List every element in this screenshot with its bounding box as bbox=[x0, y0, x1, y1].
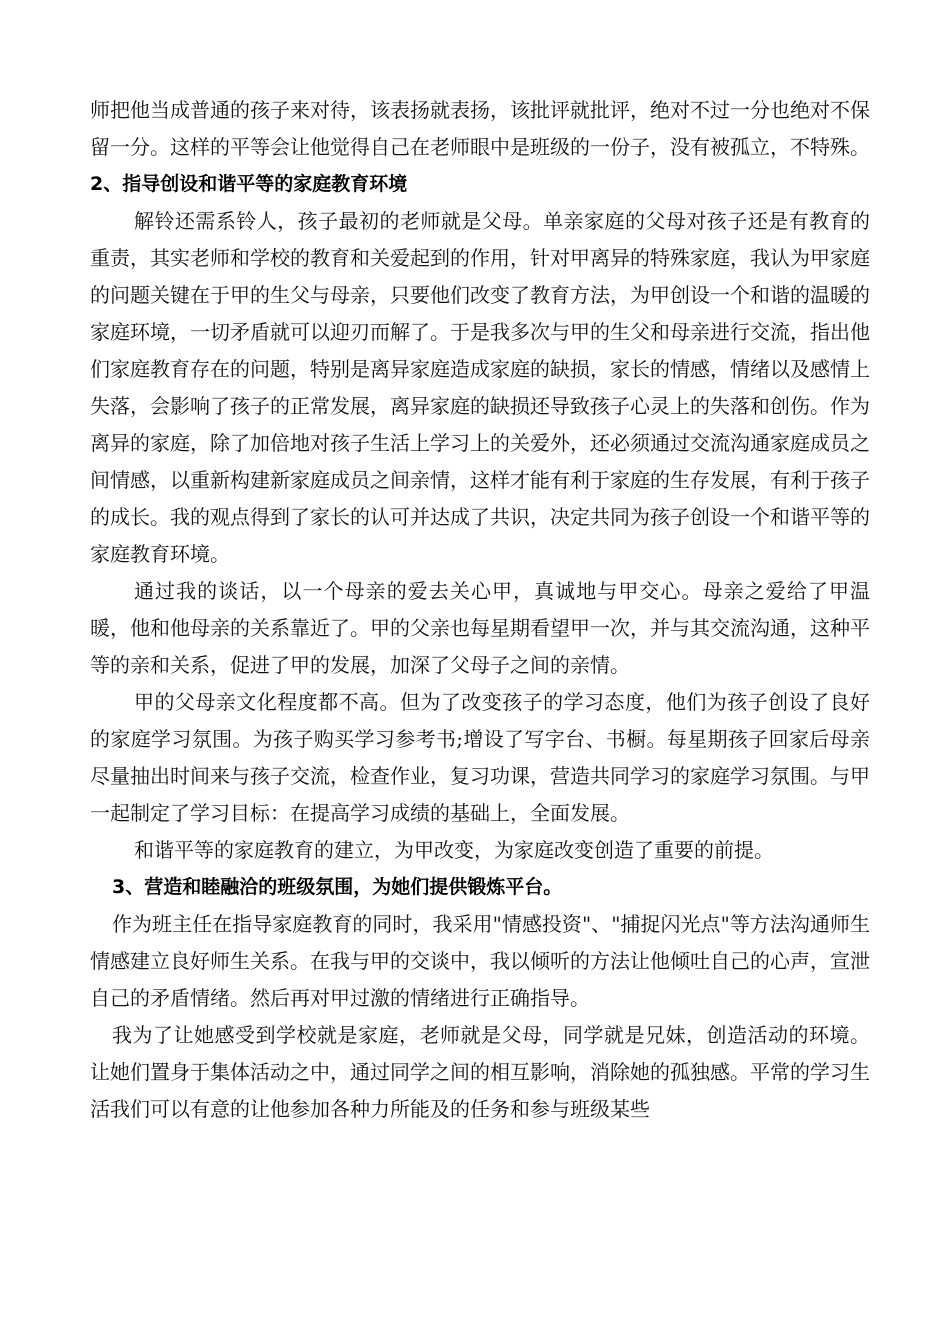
paragraph-learning-atmosphere: 甲的父母亲文化程度都不高。但为了改变孩子的学习态度，他们为孩子创设了良好的家庭学习氛围。为孩子购买学习参考书;增设了写字台、书橱。每星期孩子回家后母亲尽量抽出时间来与孩子交流，检查作业，复习功课，营造共同学习的家庭学习氛围。与甲一起制定了学习目标：在提高学习成绩的基础上，全面发展。 bbox=[90, 690, 870, 825]
paragraph-premise: 和谐平等的家庭教育的建立，为甲改变，为家庭改变创造了重要的前提。 bbox=[134, 838, 774, 862]
document-page bbox=[90, 92, 870, 1128]
section-heading-2: 2、指导创设和谐平等的家庭教育环境 bbox=[90, 173, 408, 195]
paragraph-class-activities: 我为了让她感受到学校就是家庭，老师就是父母，同学就是兄妹，创造活动的环境。让她们置身于集体活动之中，通过同学之间的相互影响，消除她的孤独感。平常的学习生活我们可以有意的让他参加各种力所能及的任务和参与班级某些 bbox=[90, 1023, 870, 1121]
paragraph-teacher-role: 作为班主任在指导家庭教育的同时，我采用"情感投资"、"捕捉闪光点"等方法沟通师生情感建立良好师生关系。在我与甲的交谈中，我以倾听的方法让他倾吐自己的心声，宣泄自己的矛盾情绪。然后再对甲过激的情绪进行正确指导。 bbox=[90, 912, 870, 1010]
paragraph-continuation: 师把他当成普通的孩子来对待，该表扬就表扬，该批评就批评，绝对不过一分也绝对不保留一分。这样的平等会让他觉得自己在老师眼中是班级的一份子，没有被孤立，不特殊。 bbox=[90, 98, 870, 159]
paragraph-talk-with-mother: 通过我的谈话，以一个母亲的爱去关心甲，真诚地与甲交心。母亲之爱给了甲温暖，他和他母亲的关系靠近了。甲的父亲也每星期看望甲一次，并与其交流沟通，这种平等的亲和关系，促进了甲的发展，加深了父母子之间的亲情。 bbox=[90, 579, 870, 677]
section-heading-3: 3、营造和睦融洽的班级氛围，为她们提供锻炼平台。 bbox=[112, 876, 563, 898]
paragraph-family-guidance: 解铃还需系铃人，孩子最初的老师就是父母。单亲家庭的父母对孩子还是有教育的重责，其实老师和学校的教育和关爱起到的作用，针对甲离异的特殊家庭，我认为甲家庭的问题关键在于甲的生父与母亲，只要他们改变了教育方法，为甲创设一个和谐的温暖的家庭环境，一切矛盾就可以迎刃而解了。于是我多次与甲的生父和母亲进行交流，指出他们家庭教育存在的问题，特别是离异家庭造成家庭的缺损，家长的情感，情绪以及感情上失落，会影响了孩子的正常发展，离异家庭的缺损还导致孩子心灵上的失落和创伤。作为离异的家庭，除了加倍地对孩子生活上学习上的关爱外，还必须通过交流沟通家庭成员之间情感，以重新构建新家庭成员之间亲情，这样才能有利于家庭的生存发展，有利于孩子的成长。我的观点得到了家长的认可并达成了共识，决定共同为孩子创设一个和谐平等的家庭教育环境。 bbox=[90, 209, 870, 566]
